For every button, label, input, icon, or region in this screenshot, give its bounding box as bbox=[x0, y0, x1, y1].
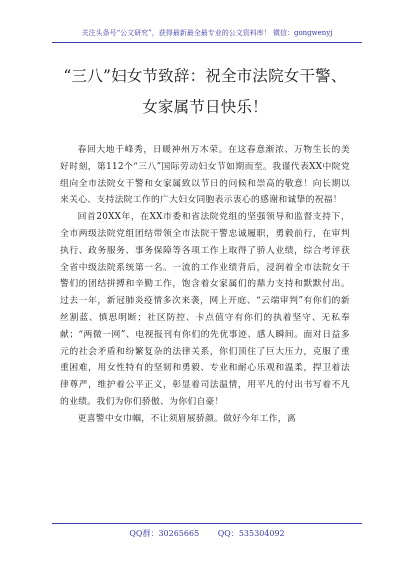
footer bbox=[52, 528, 362, 539]
paragraph-3: 更喜警中女巾帼，不让须眉展骄颜。做好今年工作，离 bbox=[77, 413, 296, 424]
header-divider bbox=[52, 42, 362, 43]
paragraph-2: 回首20XX年，在XX市委和省法院党组的坚强领导和监督支持下，全市两级法院党组团结带领全市法院干警忠诚履职，勇毅前行，在审判执行、政务服务、事务保障等各项工作上取得了骄人业绩，综合考评获全省中级法院系统第一名。一流的工作业绩背后，浸润着全市法院女干警们的团结拼搏和辛勤工作，饱含着女家属们的鼎力支持和默默付出。过去一年，新冠肺炎疫情多次来袭，网上开庭、“云端审判”有你们的新丝割蓝、慎思明断；社区防控、卡点值守有你们的执着坚守、无私奉献；“两微一网”、电视报刊有你们的先优事迹、感人瞬间。面对日益多元的社会矛盾和纷繁复杂的法律关系，你们顶住了巨大压力，克服了重重困难，用女性特有的坚韧和勇毅、专业和耐心乐观和温柔，捍卫着法律尊严，维护着公平正义，彰显着司法温情，用平凡的付出书写着不凡的业绩。我们为你们骄傲、为你们自豪！ bbox=[60, 212, 350, 407]
paragraph-1: 春回大地千峰秀，日暖神州万木荣。在这春意渐浓、万物生长的美好时刻，第112个“三八”国际劳动妇女节如期而至。我谨代表XX中院党组向全市法院女干警和女家属致以节日的问候和崇高的敬意！向长期以来关心、支持法院工作的广大妇女同胞表示衷心的感谢和诚挚的祝福！ bbox=[60, 145, 350, 206]
footer-divider bbox=[52, 523, 362, 524]
document-title-line-2: 女家属节日快乐！ bbox=[142, 98, 268, 116]
document-body bbox=[60, 142, 350, 428]
footer-qq: QQ：535304092 bbox=[217, 529, 285, 538]
document-title-line-1: “三八”妇女节致辞：祝全市法院女干警、 bbox=[63, 67, 347, 85]
header-notice: 关注头条号“公文研究”，获得最新最全最专业的公文资料库！ 微信：gongwenyj bbox=[81, 29, 333, 37]
footer-qq-group: QQ群：30265665 bbox=[129, 529, 200, 538]
